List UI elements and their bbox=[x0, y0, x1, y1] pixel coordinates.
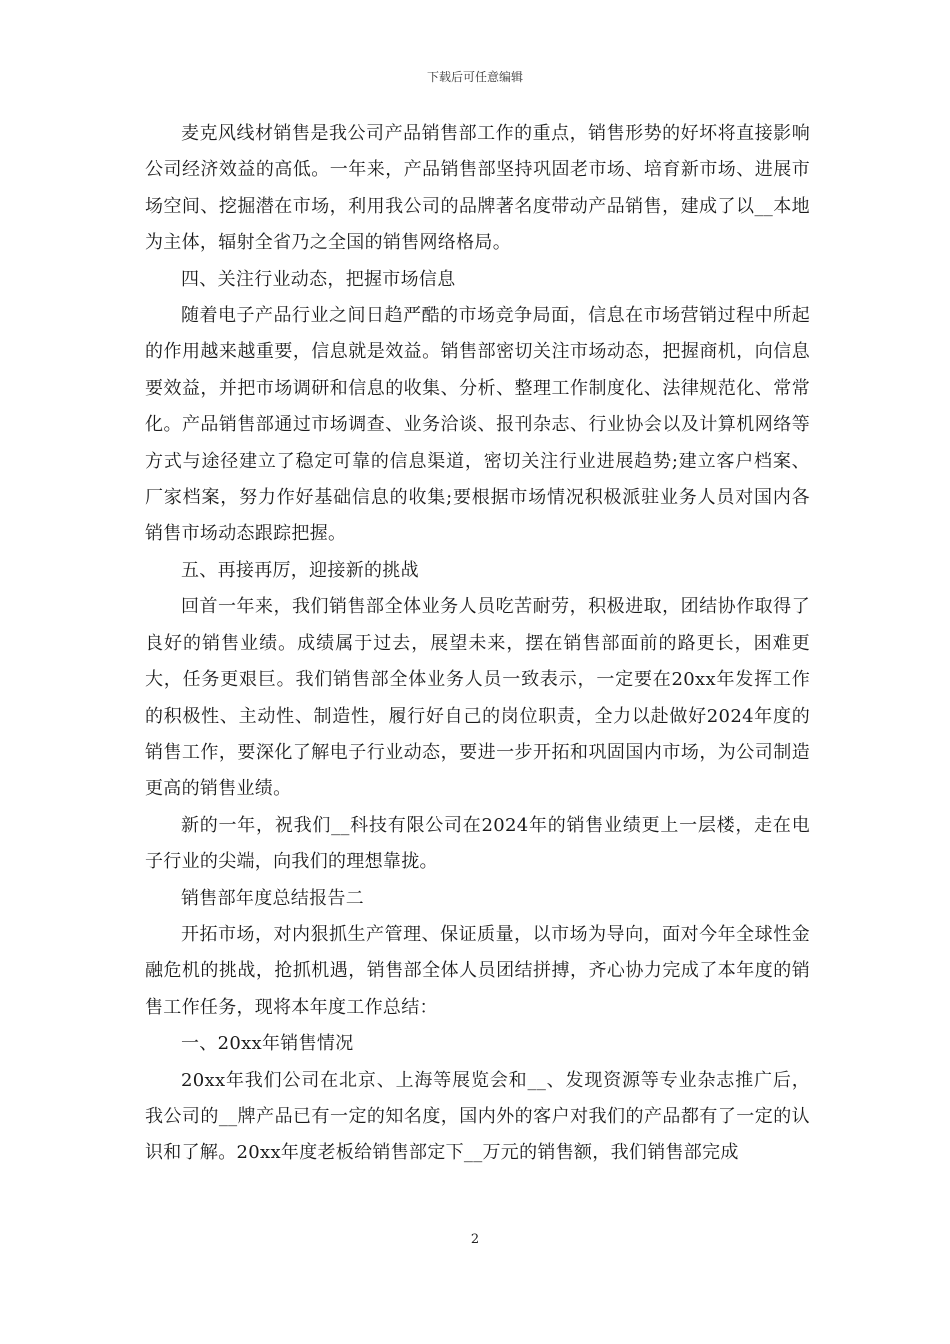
report-title: 销售部年度总结报告二 bbox=[181, 887, 364, 909]
paragraph: 麦克风线材销售是我公司产品销售部工作的重点，销售形势的好坏将直接影响公司经济效益的高低。一年来，产品销售部坚持巩固老市场、培育新市场、进展市场空间、挖掘潜在市场，利用我公司的品牌著名度带动产品销售，建成了以__本地为主体，辐射全省乃之全国的销售网络格局。 bbox=[145, 123, 810, 254]
section-heading: 五、再接再厉，迎接新的挑战 bbox=[181, 559, 419, 581]
page-number: 2 bbox=[470, 1232, 480, 1247]
paragraph: 20xx年我们公司在北京、上海等展览会和__、发现资源等专业杂志推广后，我公司的__牌产品已有一定的知名度，国内外的客户对我们的产品都有了一定的认识和了解。20xx年度老板给销售部定下__万元的销售额，我们销售部完成 bbox=[145, 1069, 810, 1164]
page-header: 下载后可任意编辑 bbox=[426, 70, 523, 84]
paragraph: 开拓市场，对内狠抓生产管理、保证质量，以市场为导向，面对今年全球性金融危机的挑战，抢抓机遇，销售部全体人员团结拼搏，齐心协力完成了本年度的销售工作任务，现将本年度工作总结： bbox=[145, 923, 810, 1018]
section-heading: 一、20xx年销售情况 bbox=[181, 1033, 354, 1055]
section-heading: 四、关注行业动态，把握市场信息 bbox=[181, 268, 456, 290]
paragraph: 随着电子产品行业之间日趋严酷的市场竞争局面，信息在市场营销过程中所起的作用越来越重要，信息就是效益。销售部密切关注市场动态，把握商机，向信息要效益，并把市场调研和信息的收集、分析、整理工作制度化、法律规范化、常常化。产品销售部通过市场调查、业务洽谈、报刊杂志、行业协会以及计算机网络等方式与途径建立了稳定可靠的信息渠道，密切关注行业进展趋势;建立客户档案、厂家档案，努力作好基础信息的收集;要根据市场情况积极派驻业务人员对国内各销售市场动态跟踪把握。 bbox=[145, 305, 810, 545]
paragraph: 回首一年来，我们销售部全体业务人员吃苦耐劳，积极进取，团结协作取得了良好的销售业绩。成绩属于过去，展望未来，摆在销售部面前的路更长，困难更大，任务更艰巨。我们销售部全体业务人员一致表示，一定要在20xx年发挥工作的积极性、主动性、制造性，履行好自己的岗位职责，全力以赴做好2024年度的销售工作，要深化了解电子行业动态，要进一步开拓和巩固国内市场，为公司制造更高的销售业绩。 bbox=[145, 596, 810, 800]
document-body bbox=[145, 116, 810, 1172]
paragraph: 新的一年，祝我们__科技有限公司在2024年的销售业绩更上一层楼，走在电子行业的尖端，向我们的理想靠拢。 bbox=[145, 814, 810, 873]
